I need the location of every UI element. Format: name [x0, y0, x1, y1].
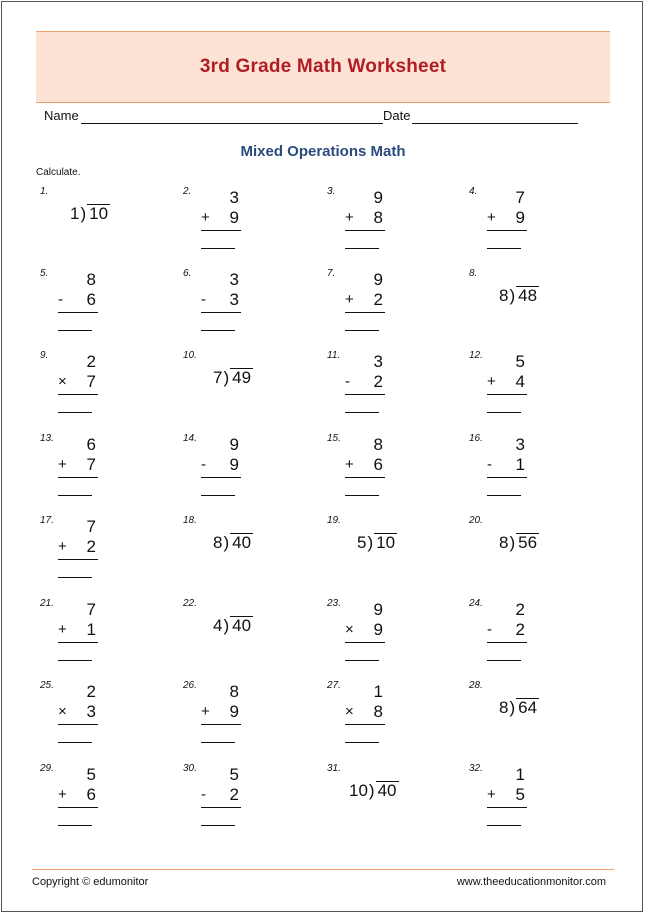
- dividend: 48: [518, 286, 538, 305]
- problem-number: 22.: [183, 598, 197, 609]
- problem-31: [327, 763, 457, 837]
- problem-number: 19.: [327, 515, 341, 526]
- dividend: 10: [89, 204, 109, 223]
- sum-rule: [345, 724, 385, 725]
- operator-sign: +: [345, 456, 354, 473]
- website-url: www.theeducationmonitor.com: [456, 876, 606, 888]
- bottom-operand: 8: [373, 702, 383, 721]
- sum-rule: [487, 477, 527, 478]
- top-operand: 1: [373, 682, 383, 701]
- sum-rule: [58, 559, 98, 560]
- dividend: 64: [518, 698, 538, 717]
- problem-19: [327, 515, 457, 589]
- answer-line[interactable]: [487, 248, 521, 249]
- division-bracket-icon: ): [223, 533, 230, 552]
- top-operand: 8: [229, 682, 239, 701]
- division-bracket-icon: ): [80, 204, 87, 223]
- answer-line[interactable]: [345, 495, 379, 496]
- sum-rule: [345, 477, 385, 478]
- operator-sign: +: [58, 456, 67, 473]
- answer-line[interactable]: [345, 248, 379, 249]
- long-division: [213, 616, 253, 636]
- problem-number: 11.: [327, 350, 341, 361]
- operator-sign: +: [58, 621, 67, 638]
- sum-rule: [345, 642, 385, 643]
- sum-rule: [201, 477, 241, 478]
- problem-26: [183, 680, 313, 754]
- worksheet-subtitle: Mixed Operations Math: [240, 143, 406, 160]
- division-bracket-icon: ): [367, 533, 374, 552]
- top-operand: 2: [86, 352, 96, 371]
- divisor: 5: [357, 533, 367, 552]
- sum-rule: [58, 724, 98, 725]
- problem-number: 8.: [469, 268, 478, 279]
- problem-number: 31.: [327, 763, 341, 774]
- divisor: 8: [213, 533, 223, 552]
- answer-line[interactable]: [201, 248, 235, 249]
- problem-number: 3.: [327, 186, 336, 197]
- problem-number: 2.: [183, 186, 192, 197]
- answer-line[interactable]: [58, 495, 92, 496]
- sum-rule: [345, 312, 385, 313]
- problem-17: [40, 515, 170, 589]
- problem-8: [469, 268, 599, 342]
- sum-rule: [58, 312, 98, 313]
- top-operand: 7: [86, 600, 96, 619]
- answer-line[interactable]: [58, 742, 92, 743]
- operator-sign: +: [345, 209, 354, 226]
- copyright-text: Copyright © edumonitor: [32, 876, 149, 888]
- answer-line[interactable]: [487, 495, 521, 496]
- answer-line[interactable]: [345, 412, 379, 413]
- top-operand: 9: [373, 188, 383, 207]
- date-field-line[interactable]: [412, 123, 578, 124]
- divisor: 7: [213, 368, 223, 387]
- problem-number: 15.: [327, 433, 341, 444]
- problem-12: [469, 350, 599, 424]
- problem-number: 26.: [183, 680, 197, 691]
- problem-number: 9.: [40, 350, 49, 361]
- sum-rule: [201, 807, 241, 808]
- answer-line[interactable]: [201, 495, 235, 496]
- dividend: 40: [232, 533, 252, 552]
- problem-10: [183, 350, 313, 424]
- problem-number: 14.: [183, 433, 197, 444]
- long-division: [499, 533, 539, 553]
- operator-sign: +: [201, 209, 210, 226]
- bottom-operand: 1: [86, 620, 96, 639]
- divisor: 10: [349, 781, 368, 800]
- problem-number: 25.: [40, 680, 54, 691]
- problem-27: [327, 680, 457, 754]
- problem-4: [469, 186, 599, 260]
- operator-sign: -: [201, 456, 206, 473]
- answer-line[interactable]: [345, 660, 379, 661]
- problem-number: 28.: [469, 680, 483, 691]
- problem-1: [40, 186, 170, 260]
- problem-16: [469, 433, 599, 507]
- answer-line[interactable]: [201, 330, 235, 331]
- problem-11: [327, 350, 457, 424]
- operator-sign: +: [487, 209, 496, 226]
- top-operand: 7: [515, 188, 525, 207]
- divisor: 8: [499, 286, 509, 305]
- problem-28: [469, 680, 599, 754]
- bottom-operand: 2: [373, 372, 383, 391]
- operator-sign: ×: [345, 703, 354, 720]
- answer-line[interactable]: [345, 330, 379, 331]
- problem-number: 10.: [183, 350, 197, 361]
- problem-number: 32.: [469, 763, 483, 774]
- answer-line[interactable]: [201, 825, 235, 826]
- problem-15: [327, 433, 457, 507]
- bottom-operand: 9: [229, 702, 239, 721]
- problem-number: 12.: [469, 350, 483, 361]
- problem-number: 23.: [327, 598, 341, 609]
- divisor: 8: [499, 533, 509, 552]
- sum-rule: [201, 230, 241, 231]
- bottom-operand: 9: [373, 620, 383, 639]
- problem-number: 21.: [40, 598, 54, 609]
- operator-sign: ×: [58, 703, 67, 720]
- instruction-text: Calculate.: [36, 167, 81, 178]
- top-operand: 2: [515, 600, 525, 619]
- problem-20: [469, 515, 599, 589]
- worksheet-title: 3rd Grade Math Worksheet: [199, 56, 447, 77]
- bottom-operand: 6: [86, 290, 96, 309]
- division-bracket-icon: ): [509, 286, 516, 305]
- sum-rule: [58, 394, 98, 395]
- problem-number: 18.: [183, 515, 197, 526]
- problem-25: [40, 680, 170, 754]
- top-operand: 3: [373, 352, 383, 371]
- top-operand: 3: [229, 270, 239, 289]
- sum-rule: [58, 807, 98, 808]
- top-operand: 6: [86, 435, 96, 454]
- answer-line[interactable]: [345, 742, 379, 743]
- problem-number: 7.: [327, 268, 336, 279]
- sum-rule: [201, 724, 241, 725]
- problem-number: 30.: [183, 763, 197, 774]
- sum-rule: [345, 230, 385, 231]
- operator-sign: -: [345, 373, 350, 390]
- title-band: [36, 31, 610, 103]
- operator-sign: -: [487, 621, 492, 638]
- answer-line[interactable]: [58, 825, 92, 826]
- problem-2: [183, 186, 313, 260]
- top-operand: 5: [515, 352, 525, 371]
- answer-line[interactable]: [58, 330, 92, 331]
- problem-24: [469, 598, 599, 672]
- problem-14: [183, 433, 313, 507]
- bottom-operand: 1: [515, 455, 525, 474]
- divisor: 8: [499, 698, 509, 717]
- operator-sign: +: [345, 291, 354, 308]
- operator-sign: +: [487, 373, 496, 390]
- top-operand: 2: [86, 682, 96, 701]
- operator-sign: -: [201, 291, 206, 308]
- problem-number: 17.: [40, 515, 54, 526]
- operator-sign: +: [58, 786, 67, 803]
- problem-number: 4.: [469, 186, 478, 197]
- top-operand: 7: [86, 517, 96, 536]
- bottom-operand: 7: [86, 455, 96, 474]
- problem-29: [40, 763, 170, 837]
- answer-line[interactable]: [487, 660, 521, 661]
- problem-number: 1.: [40, 186, 49, 197]
- problem-number: 20.: [469, 515, 483, 526]
- bottom-operand: 5: [515, 785, 525, 804]
- dividend: 56: [518, 533, 538, 552]
- bottom-operand: 9: [229, 208, 239, 227]
- top-operand: 9: [229, 435, 239, 454]
- problem-number: 13.: [40, 433, 54, 444]
- long-division: [213, 368, 253, 388]
- problem-30: [183, 763, 313, 837]
- bottom-operand: 8: [373, 208, 383, 227]
- problem-number: 29.: [40, 763, 54, 774]
- sum-rule: [345, 394, 385, 395]
- long-division: [213, 533, 253, 553]
- top-operand: 3: [515, 435, 525, 454]
- division-bracket-icon: ): [223, 368, 230, 387]
- problem-6: [183, 268, 313, 342]
- bottom-operand: 3: [229, 290, 239, 309]
- problem-number: 5.: [40, 268, 49, 279]
- operator-sign: ×: [58, 373, 67, 390]
- long-division: [70, 204, 110, 224]
- bottom-operand: 7: [86, 372, 96, 391]
- dividend: 40: [232, 616, 252, 635]
- operator-sign: +: [487, 786, 496, 803]
- sum-rule: [58, 477, 98, 478]
- sum-rule: [487, 807, 527, 808]
- long-division: [499, 286, 539, 306]
- name-field-line[interactable]: [81, 123, 383, 124]
- problem-number: 27.: [327, 680, 341, 691]
- answer-line[interactable]: [58, 412, 92, 413]
- bottom-operand: 9: [515, 208, 525, 227]
- sum-rule: [201, 312, 241, 313]
- division-bracket-icon: ): [223, 616, 230, 635]
- problem-18: [183, 515, 313, 589]
- problem-5: [40, 268, 170, 342]
- problem-number: 24.: [469, 598, 483, 609]
- operator-sign: -: [487, 456, 492, 473]
- bottom-operand: 3: [86, 702, 96, 721]
- division-bracket-icon: ): [509, 533, 516, 552]
- operator-sign: -: [58, 291, 63, 308]
- top-operand: 9: [373, 270, 383, 289]
- bottom-operand: 2: [373, 290, 383, 309]
- top-operand: 1: [515, 765, 525, 784]
- date-label: Date: [383, 108, 411, 123]
- bottom-operand: 9: [229, 455, 239, 474]
- answer-line[interactable]: [58, 577, 92, 578]
- problem-21: [40, 598, 170, 672]
- footer-divider: [32, 869, 614, 870]
- problem-32: [469, 763, 599, 837]
- problem-number: 6.: [183, 268, 192, 279]
- name-label: Name: [44, 108, 79, 123]
- operator-sign: ×: [345, 621, 354, 638]
- divisor: 4: [213, 616, 223, 635]
- bottom-operand: 2: [229, 785, 239, 804]
- name-date-row: [44, 108, 584, 126]
- top-operand: 8: [373, 435, 383, 454]
- long-division: [357, 533, 397, 553]
- answer-line[interactable]: [487, 825, 521, 826]
- problem-3: [327, 186, 457, 260]
- answer-line[interactable]: [487, 412, 521, 413]
- top-operand: 5: [86, 765, 96, 784]
- bottom-operand: 6: [86, 785, 96, 804]
- top-operand: 3: [229, 188, 239, 207]
- dividend: 49: [232, 368, 252, 387]
- sum-rule: [58, 642, 98, 643]
- top-operand: 5: [229, 765, 239, 784]
- operator-sign: -: [201, 786, 206, 803]
- answer-line[interactable]: [58, 660, 92, 661]
- problem-7: [327, 268, 457, 342]
- problem-13: [40, 433, 170, 507]
- answer-line[interactable]: [201, 742, 235, 743]
- division-bracket-icon: ): [509, 698, 516, 717]
- problem-9: [40, 350, 170, 424]
- problem-number: 16.: [469, 433, 483, 444]
- dividend: 40: [377, 781, 397, 800]
- sum-rule: [487, 642, 527, 643]
- bottom-operand: 2: [86, 537, 96, 556]
- bottom-operand: 6: [373, 455, 383, 474]
- problem-23: [327, 598, 457, 672]
- bottom-operand: 4: [515, 372, 525, 391]
- operator-sign: +: [58, 538, 67, 555]
- long-division: [499, 698, 539, 718]
- dividend: 10: [376, 533, 396, 552]
- divisor: 1: [70, 204, 80, 223]
- top-operand: 8: [86, 270, 96, 289]
- operator-sign: +: [201, 703, 210, 720]
- top-operand: 9: [373, 600, 383, 619]
- sum-rule: [487, 230, 527, 231]
- problem-22: [183, 598, 313, 672]
- sum-rule: [487, 394, 527, 395]
- long-division: [349, 781, 399, 801]
- bottom-operand: 2: [515, 620, 525, 639]
- division-bracket-icon: ): [368, 781, 375, 800]
